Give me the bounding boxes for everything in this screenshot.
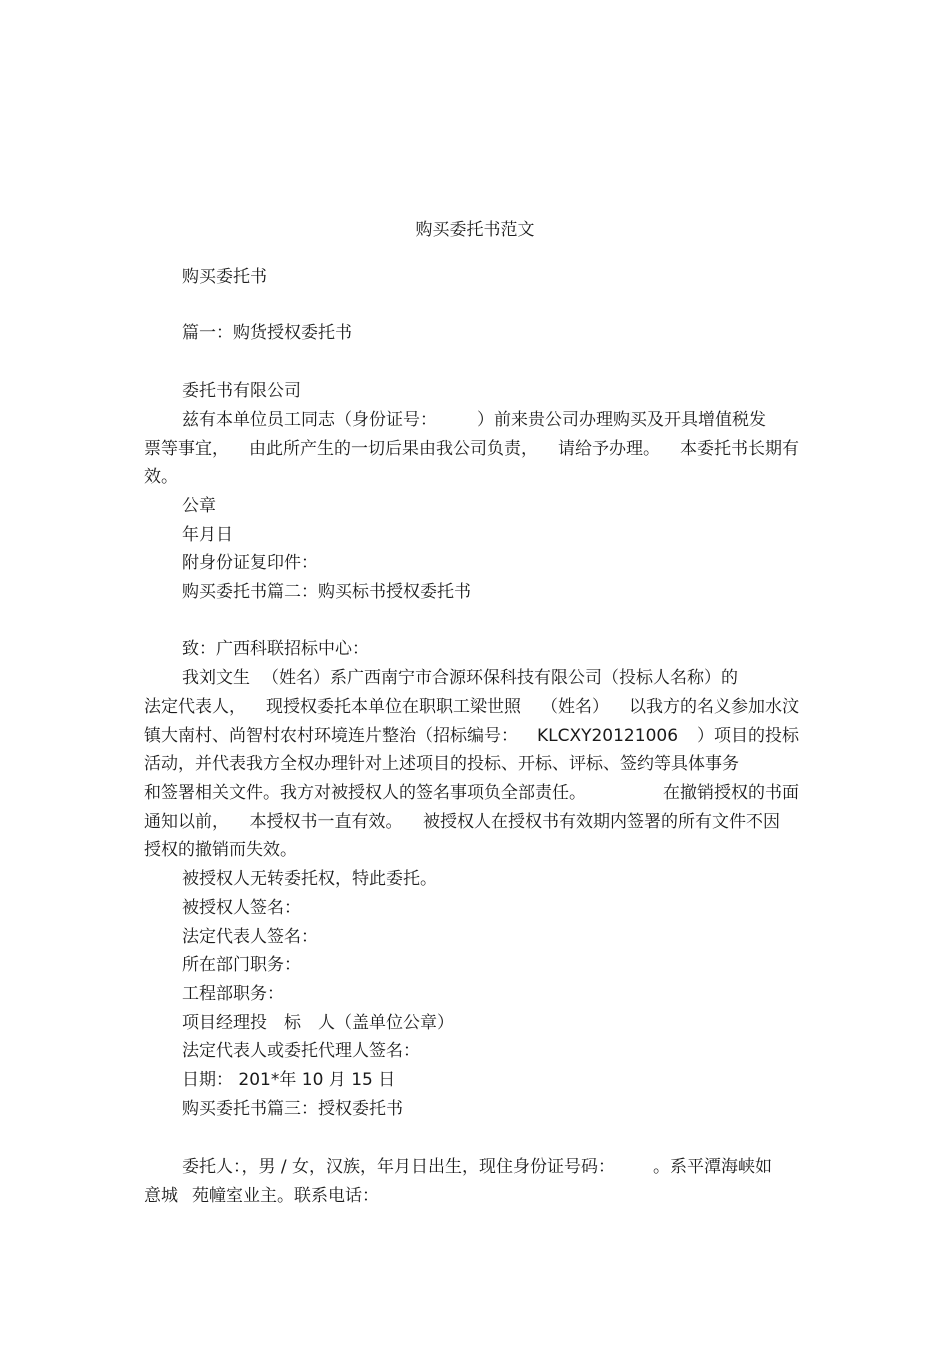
section1-date: 年月日 xyxy=(182,525,233,545)
section2-para-line5: 和签署相关文件。我方对被授权人的签名事项负全部责任。 在撤销授权的书面 xyxy=(144,783,799,803)
section2-addressee: 致：广西科联招标中心： xyxy=(182,639,369,659)
section2-representative-signature: 法定代表人或委托代理人签名： xyxy=(182,1041,420,1061)
section2-no-transfer: 被授权人无转委托权，特此委托。 xyxy=(182,869,437,889)
document-title: 购买委托书范文 xyxy=(415,220,535,240)
section2-para-line1: 我刘文生 （姓名）系广西南宁市合源环保科技有限公司（投标人名称）的 xyxy=(182,668,738,688)
section2-department: 所在部门职务： xyxy=(182,955,301,975)
section3-heading: 购买委托书篇三：授权委托书 xyxy=(182,1099,403,1119)
section1-heading: 篇一：购货授权委托书 xyxy=(182,323,352,343)
section1-addressee: 委托书有限公司 xyxy=(182,381,301,401)
section1-para-line2: 票等事宜， 由此所产生的一切后果由我公司负责， 请给予办理。 本委托书长期有 xyxy=(144,439,799,459)
section1-seal: 公章 xyxy=(182,496,216,516)
section2-para-line4: 活动，并代表我方全权办理针对上述项目的投标、开标、评标、签约等具体事务 xyxy=(144,754,739,774)
section1-attachment: 附身份证复印件： xyxy=(182,553,318,573)
section1-para-line1: 兹有本单位员工同志（身份证号： ）前来贵公司办理购买及开具增值税发 xyxy=(182,410,766,430)
section2-project-manager: 项目经理投 标 人（盖单位公章） xyxy=(182,1013,454,1033)
section2-para-line6: 通知以前， 本授权书一直有效。 被授权人在授权书有效期内签署的所有文件不因 xyxy=(144,812,780,832)
section2-date: 日期： 201*年 10 月 15 日 xyxy=(182,1070,396,1090)
section2-engineering-dept: 工程部职务： xyxy=(182,984,284,1004)
section2-agent-signature: 被授权人签名： xyxy=(182,898,301,918)
main-heading: 购买委托书 xyxy=(182,267,267,287)
section3-para-line1: 委托人：，男 / 女，汉族，年月日出生，现住身份证号码： 。系平潭海峡如 xyxy=(182,1157,773,1177)
section2-para-line2: 法定代表人， 现授权委托本单位在职职工梁世照 （姓名） 以我方的名义参加水汶 xyxy=(144,697,799,717)
section2-heading: 购买委托书篇二：购买标书授权委托书 xyxy=(182,582,471,602)
section2-legal-signature: 法定代表人签名： xyxy=(182,927,318,947)
section3-para-line2: 意城 苑幢室业主。联系电话： xyxy=(144,1186,379,1206)
section2-para-line3: 镇大南村、尚智村农村环境连片整治（招标编号： KLCXY20121006 ）项目的投标 xyxy=(144,726,799,746)
section2-para-line7: 授权的撤销而失效。 xyxy=(144,840,297,860)
section1-para-line3: 效。 xyxy=(144,467,178,487)
